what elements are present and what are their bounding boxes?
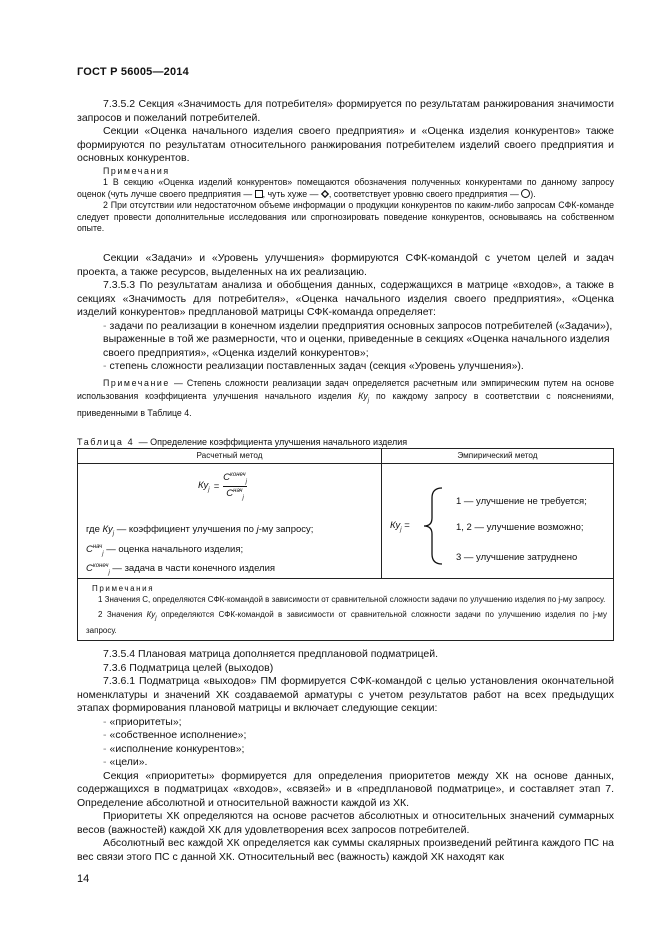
- paragraph: 7.3.5.4 Плановая матрица дополняется предплановой подматрицей.: [103, 648, 439, 660]
- formula-fraction: $\frac{C^{конеч}_j}{C^{нач}_j}$: [223, 472, 247, 502]
- option-line: 1, 2 — улучшение возможно;: [456, 522, 584, 533]
- diamond-mark-icon: [321, 190, 329, 198]
- intro-block: [77, 98, 614, 166]
- coefficient-symbol: $Ку_j$: [358, 390, 370, 404]
- caption-label: Таблица 4: [77, 437, 135, 447]
- where-line: $C^{нач}_j$ — оценка начального изделия;: [86, 544, 244, 558]
- list-item: [77, 743, 614, 757]
- list-item: [77, 360, 614, 374]
- list-item-text: «цели».: [109, 756, 148, 768]
- curly-brace-icon: [422, 486, 444, 566]
- table-header-calc: Расчетный метод: [78, 449, 381, 464]
- bullet-dash: -: [103, 756, 107, 768]
- notes-title: Примечания: [103, 166, 170, 176]
- paragraph: 7.3.5.3 По результатам анализа и обобщения данных, содержащихся в матрице «входов», а также в секциях «Значимость для потребителя», «Оценка начального изделия своего предприятия», «Оценка изделий конкурентов» предплановой матрицы СФК-команда определяет:: [77, 279, 614, 318]
- formula: [198, 472, 247, 501]
- note-text: — Степень сложности реализации задач определяется расчетным или эмпирическим путем на основе использования коэффициента улучшения начального изделия: [77, 378, 614, 401]
- note-text: , соответствует уровню своего предприятия —: [328, 188, 519, 199]
- list-item-text: «собственное исполнение»;: [109, 729, 247, 741]
- note-label: Примечание: [103, 378, 170, 388]
- note-item: [77, 177, 614, 200]
- table-note-1: 1 Значения C, определяются СФК-командой в зависимости от сравнительной сложности задачи по улучшению изделия по j-му запросу.: [98, 595, 606, 604]
- table-4: [77, 448, 614, 641]
- circle-mark-icon: [521, 189, 530, 198]
- empirical-lhs: $Ку_j$ =: [390, 520, 410, 533]
- body-block-1: [77, 252, 614, 374]
- note-text: , чуть хуже —: [262, 188, 319, 199]
- note-paragraph: [77, 377, 614, 419]
- section-heading: 7.3.6 Подматрица целей (выходов): [103, 661, 274, 674]
- page-number: 14: [77, 873, 90, 885]
- table-notes: [78, 579, 613, 640]
- note-text: 1 В секцию «Оценка изделий конкурентов» помещаются обозначения полученных конкурентами по данному запросу оценок (чуть лучше своего предприятия —: [77, 177, 614, 199]
- formula-lhs: $Ку_j$: [198, 480, 210, 493]
- caption-text: — Определение коэффициента улучшения начального изделия: [138, 437, 408, 447]
- option-line: 3 — улучшение затруднено: [456, 552, 578, 563]
- body-block-2: [77, 648, 614, 864]
- list-item: [77, 729, 614, 743]
- bullet-dash: -: [103, 715, 107, 728]
- note-2: [77, 377, 614, 419]
- note-item: 2 При отсутствии или недостаточном объеме информации о продукции конкурентов по каким-либо запросам СФК-команде следует провести дополнительные исследования или спрогнозировать поведение конкурентов, основываясь на собственном опыте.: [77, 200, 614, 234]
- calc-method-cell: [78, 464, 381, 578]
- empirical-method-cell: [382, 464, 613, 578]
- table-note-2: 2 Значения $Ку_j$ определяются СФК-командой в зависимости от сравнительной сложности задачи по улучшению изделия по j-му запросу.: [86, 610, 608, 635]
- doc-header: ГОСТ Р 56005—2014: [77, 66, 189, 78]
- formula-eq: =: [213, 481, 220, 493]
- bullet-dash: -: [103, 360, 107, 372]
- list-item-text: «приоритеты»;: [109, 715, 182, 728]
- option-line: 1 — улучшение не требуется;: [456, 496, 587, 507]
- paragraph: 7.3.6.1 Подматрица «выходов» ПМ формируется СФК-командой с целью установления окончательной номенклатуры и значений ХК создаваемой арматуры с учетом результатов работ на всех предыдущих этапах формирования плановой матрицы и включает следующие секции:: [77, 675, 614, 714]
- paragraph: Секции «Оценка начального изделия своего предприятия» и «Оценка изделия конкурентов» также формируются по результатам относительного ранжирования потребителем изделий своего предприятия и основных конкурентов.: [77, 125, 614, 164]
- table-header-empirical: Эмпирический метод: [382, 449, 613, 464]
- paragraph: Секция «приоритеты» формируется для определения приоритетов между ХК на основе данных, содержащихся в подматрицах «входов», «связей» и в «предплановой подматрице», и составляет этап 7. Определение абсолютной и относительной важности каждой из ХК.: [77, 769, 614, 809]
- bullet-dash: -: [103, 319, 107, 332]
- note-text: ).: [530, 188, 536, 199]
- paragraph: Абсолютный вес каждой ХК определяется как суммы скалярных произведений рейтинга каждого ПС на вес связи этого ПС с данной ХК. Относительный вес (важность) каждой ХК находят как: [77, 837, 614, 863]
- bullet-dash: -: [103, 742, 107, 755]
- paragraph: Приоритеты ХК определяются на основе расчетов абсолютных и относительных значений суммарных весов (важностей) каждой ХК для удовлетворения всех запросов потребителей.: [77, 810, 614, 836]
- square-mark-icon: [255, 190, 263, 198]
- table-notes-title: Примечания: [92, 584, 155, 593]
- note-text: по каждому запросу в соответствии с пояснениями, приведенными в Таблице 4.: [77, 390, 614, 418]
- where-line: $C^{конеч}_j$ — задача в части конечного изделия: [86, 563, 276, 577]
- notes-block-1: [77, 166, 614, 234]
- list-item-text: задачи по реализации в конечном изделии предприятия основных запросов потребителей («Задачи»), выраженные в той же размерности, что и оценки, приведенные в секциях «Оценка начального изделия своего предприятия», «Оценка изделий конкурентов»;: [103, 319, 613, 359]
- list-item-text: степень сложности реализации поставленных задач (секция «Уровень улучшения»).: [109, 360, 524, 372]
- list-item: [77, 320, 614, 361]
- paragraph: 7.3.5.2 Секция «Значимость для потребителя» формируется по результатам ранжирования значимости запросов и пожеланий потребителей.: [77, 98, 614, 124]
- where-line: где $Ку_j$ — коэффициент улучшения по j-му запросу;: [86, 524, 314, 537]
- list-item: [77, 756, 614, 770]
- bullet-dash: -: [103, 729, 107, 741]
- list-item-text: «исполнение конкурентов»;: [109, 742, 245, 755]
- paragraph: Секции «Задачи» и «Уровень улучшения» формируются СФК-командой с учетом целей и задач проекта, а также ресурсов, выделенных на их реализацию.: [77, 252, 614, 278]
- list-item: [77, 716, 614, 730]
